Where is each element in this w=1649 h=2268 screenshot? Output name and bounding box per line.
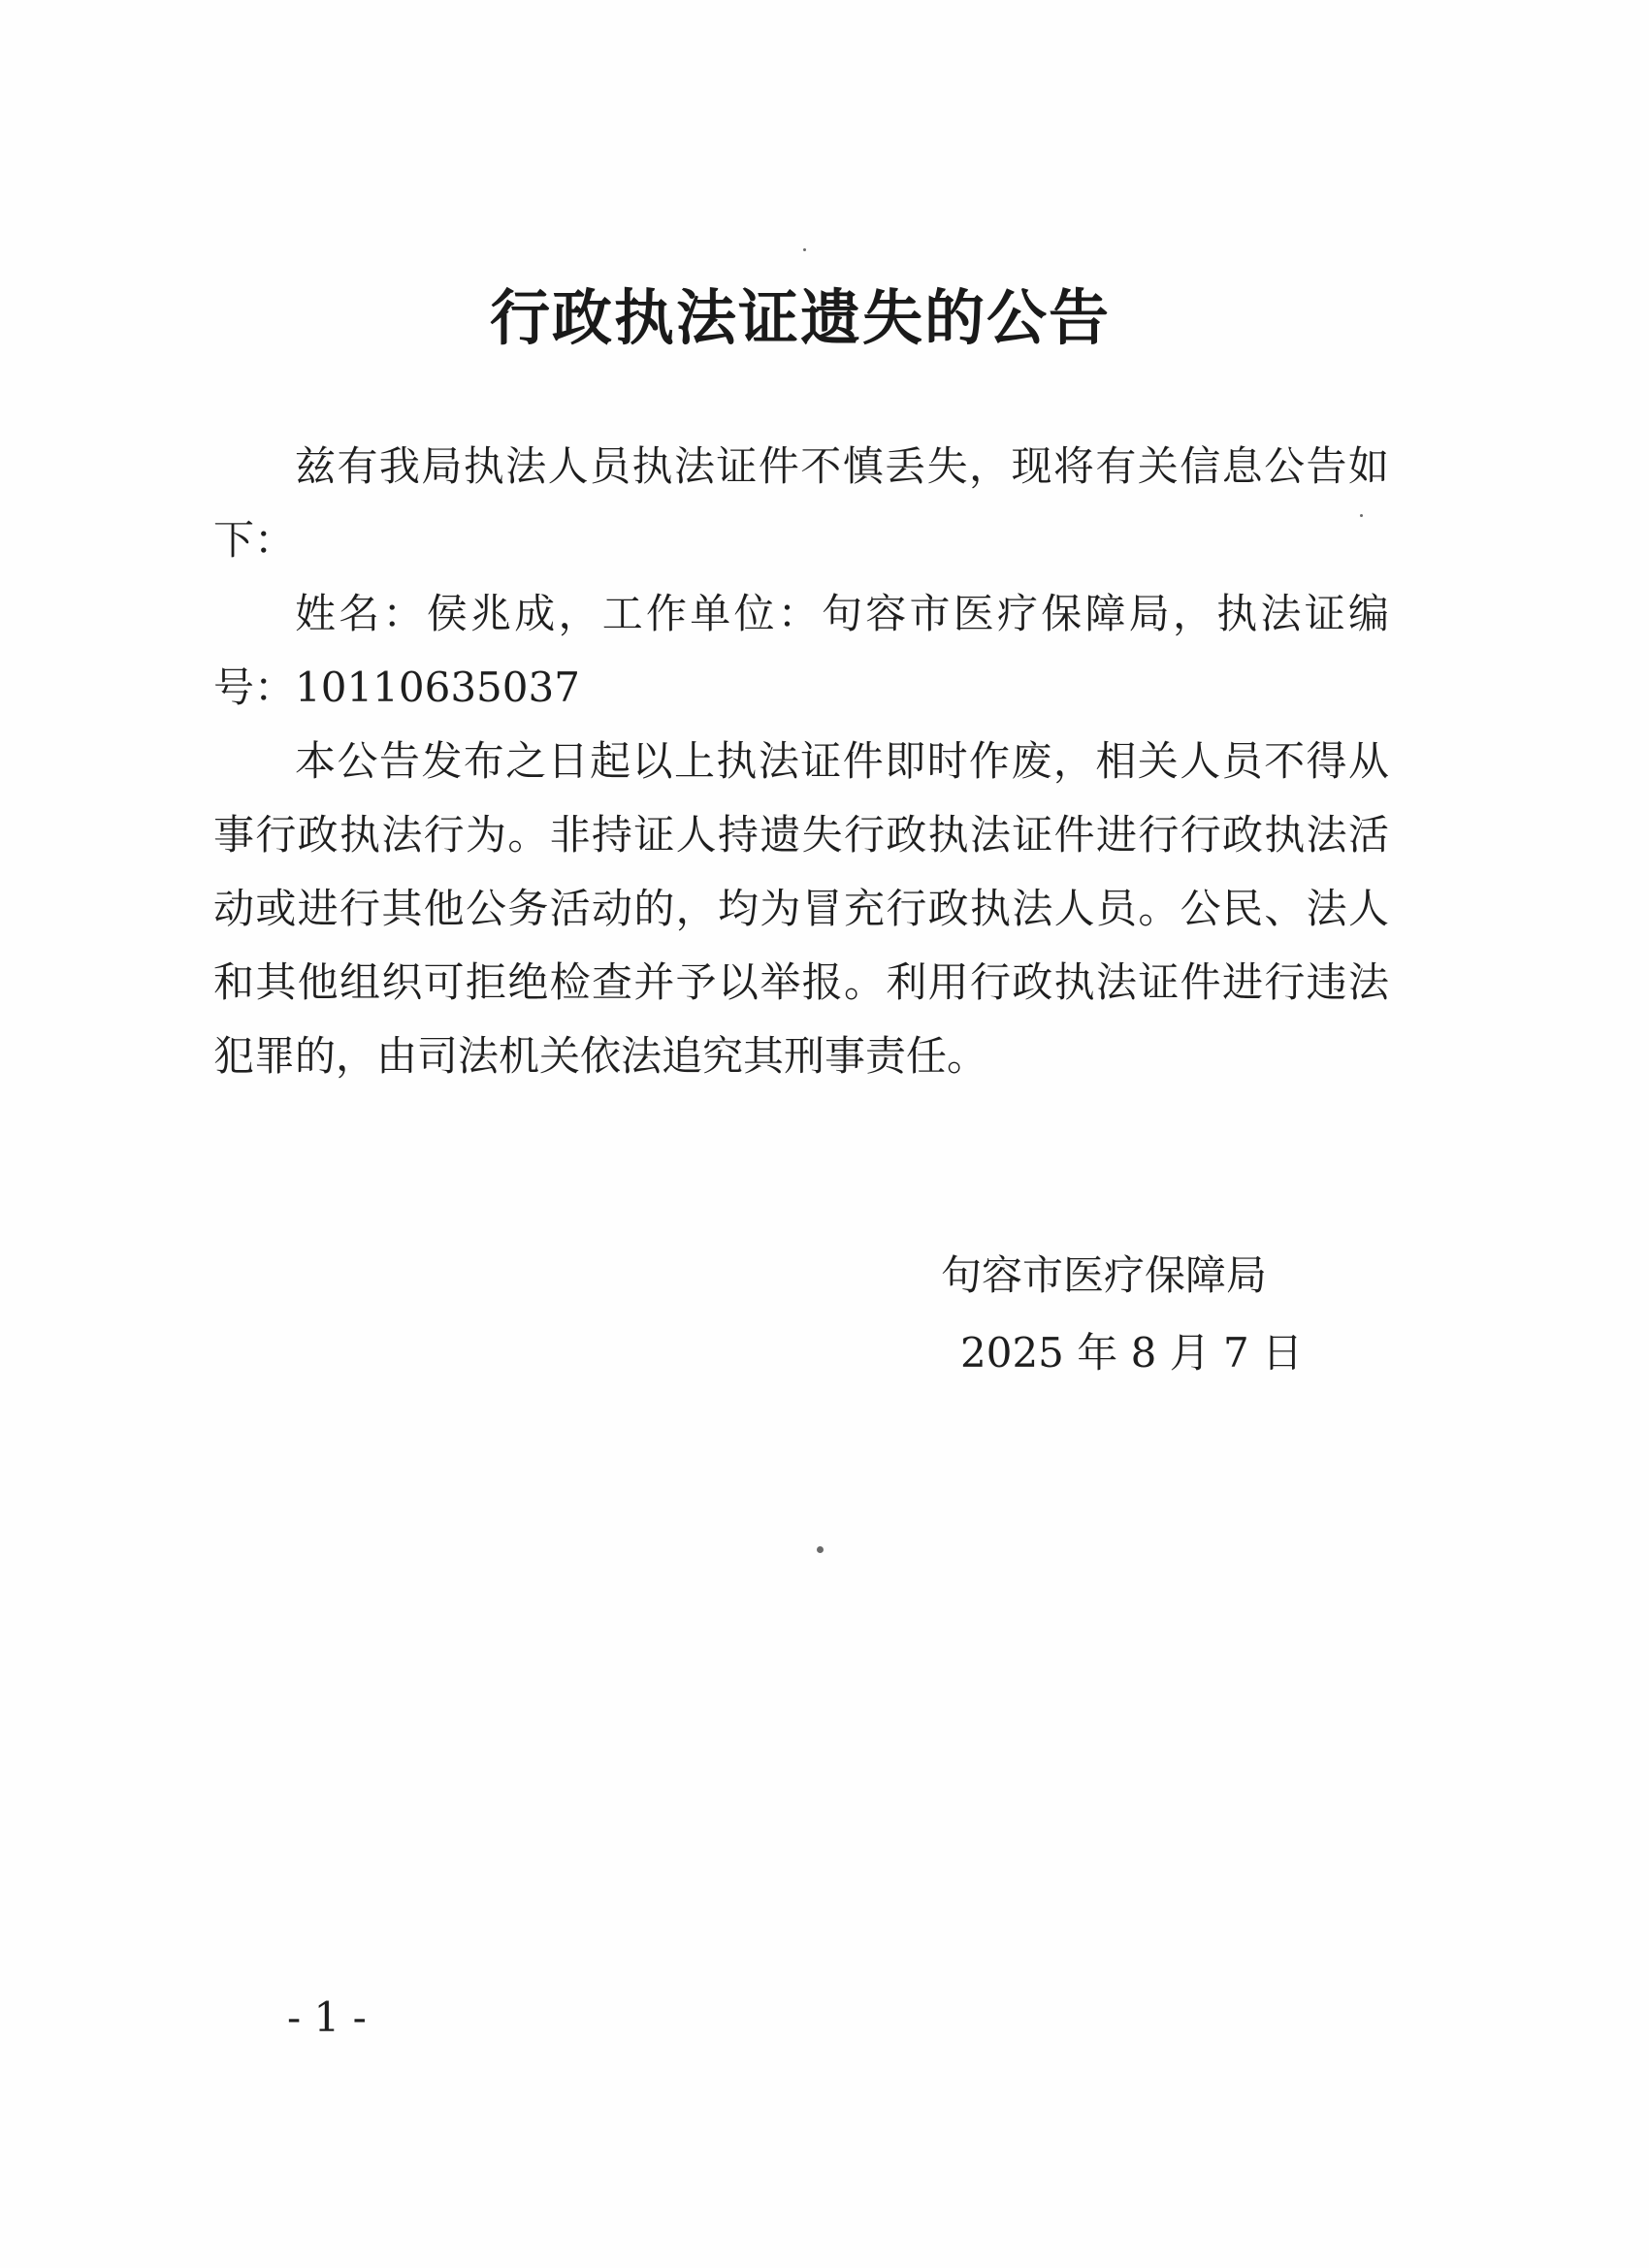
paragraph-notice: 本公告发布之日起以上执法证件即时作废，相关人员不得从事行政执法行为。非持证人持遗失行政执法证件进行行政执法活动或进行其他公务活动的，均为冒充行政执法人员。公民、法人和其他组织可拒绝检查并予以举报。利用行政执法证件进行违法犯罪的，由司法机关依法追究其刑事责任。 [213,737,1389,1080]
paragraph-details: 姓名：侯兆成，工作单位：句容市医疗保障局，执法证编号：10110635037 [213,590,1389,711]
scan-speck [1360,514,1363,517]
signature-date: 2025 年 8 月 7 日 [960,1329,1304,1377]
signature-organization: 句容市医疗保障局 [941,1251,1268,1299]
paragraph-intro: 兹有我局执法人员执法证件不慎丢失，现将有关信息公告如下： [213,442,1389,564]
document-body [213,430,1389,1093]
page-number: - 1 - [287,1993,367,2041]
scan-speck [817,1546,824,1553]
document-title: 行政执法证遗失的公告 [489,282,1111,353]
scan-speck [803,248,806,251]
